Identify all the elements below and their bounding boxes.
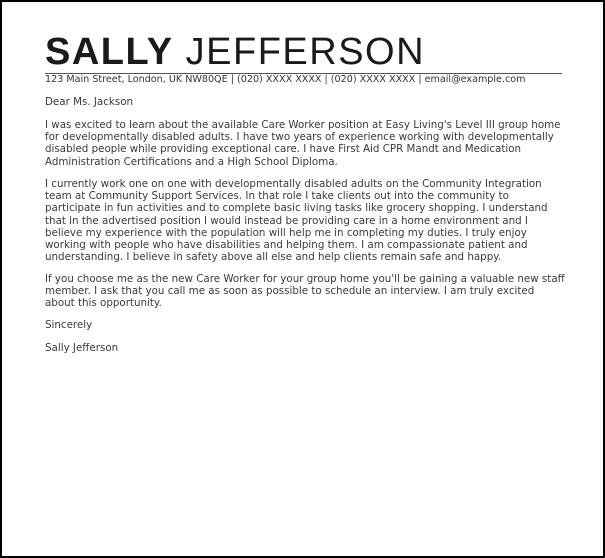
signature: Sally Jefferson — [45, 342, 119, 354]
applicant-first-name: SALLY — [45, 31, 174, 73]
salutation: Dear Ms. Jackson — [45, 96, 134, 108]
applicant-name — [45, 32, 425, 72]
paragraph-text: I was excited to learn about the available Care Worker position at Easy Living's Level III group home for developmentally disabled adults. I have two years of experience working with developmentally disabled people while providing exceptional care. I have First Aid CPR Mandt and Medication Administration Certifications and a High School Diploma. — [45, 119, 561, 168]
paragraph-text: If you choose me as the new Care Worker for your group home you'll be gaining a valuable new staff member. I ask that you call me as soon as possible to schedule an interview. I am truly excited about this opportunity. — [45, 273, 565, 310]
paragraph-2 — [45, 178, 565, 263]
paragraph-text: I currently work one on one with developmentally disabled adults on the Community Integration team at Community Support Services. In that role I take clients out into the community to participate in fun activities and to complete basic living tasks like grocery shopping. I understand that in the advertised position I would instead be providing care in a home environment and I believe my experience with the population will help me in completing my duties. I truly enjoy working with people who have disabilities and helping them. I am compassionate patient and understanding. I believe in safety above all else and help clients remain safe and happy. — [45, 178, 548, 264]
contact-info: 123 Main Street, London, UK NW80QE | (020) XXXX XXXX | (020) XXXX XXXX | email@example.com — [45, 74, 526, 85]
paragraph-3 — [45, 273, 565, 310]
applicant-last-name: JEFFERSON — [185, 31, 426, 73]
paragraph-1 — [45, 119, 565, 168]
closing: Sincerely — [45, 319, 93, 331]
